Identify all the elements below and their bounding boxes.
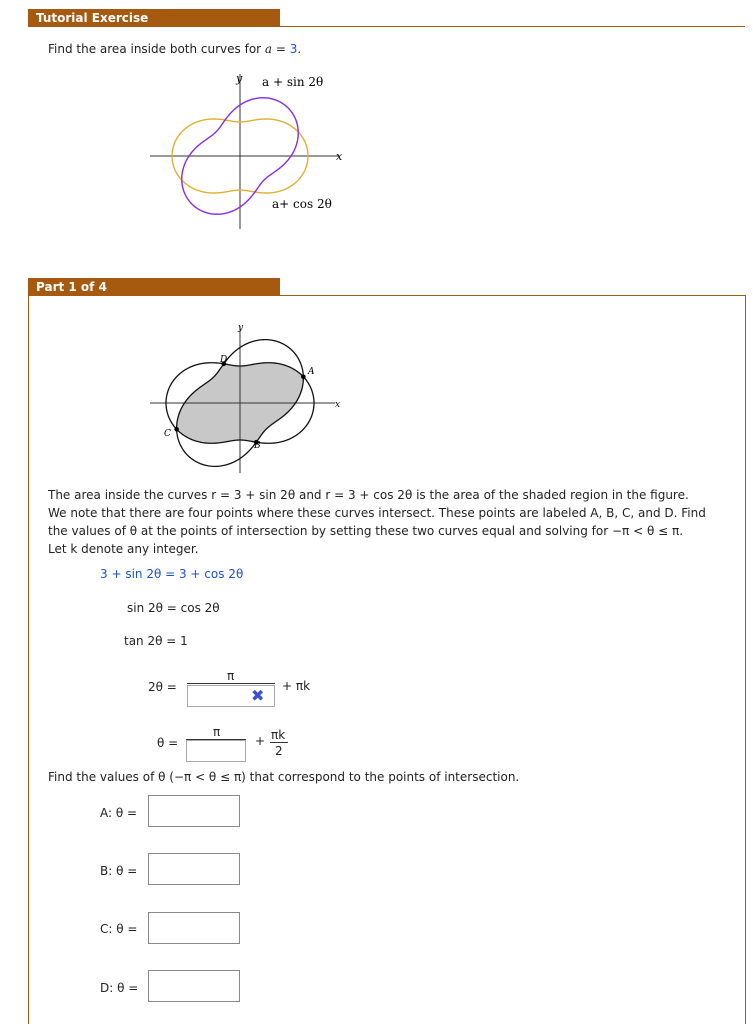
explanation-line-2: We note that there are four points where these curves intersect. These points are labeled A, B, C, and D. Find xyxy=(48,506,706,520)
intro-prompt xyxy=(48,42,301,56)
answer-A-input[interactable] xyxy=(148,795,240,827)
fig1-y-label: y xyxy=(236,72,243,85)
intro-value: 3 xyxy=(289,42,298,56)
intersection-point-A xyxy=(301,374,306,379)
fig1-cos-label: a+ cos 2θ xyxy=(272,197,332,211)
fig2-label-D: D xyxy=(220,355,228,365)
step-eq-5-small-bar xyxy=(270,742,288,743)
explanation-line-3: the values of θ at the points of intersection by setting these two curves equal and solving for −π < θ ≤ π. xyxy=(48,524,684,538)
step-eq-5-frac-den: 2 xyxy=(275,744,283,758)
answer-D-label: D: θ = xyxy=(100,981,139,995)
figure-1-curves xyxy=(140,64,360,234)
step-eq-1: 3 + sin 2θ = 3 + cos 2θ xyxy=(100,567,244,581)
answer-A-label: A: θ = xyxy=(100,806,138,820)
step-eq-5-lhs: θ = xyxy=(157,736,179,750)
fig2-x-label: x xyxy=(335,400,341,410)
intro-var: a xyxy=(264,42,273,56)
header-rule xyxy=(280,26,745,27)
intro-eq: = xyxy=(272,42,290,56)
answer-C-input[interactable] xyxy=(148,912,240,944)
step-eq-4-numerator: π xyxy=(227,669,235,683)
step-eq-4-fraction-bar xyxy=(187,683,275,684)
step-eq-5-plus: + xyxy=(255,734,266,748)
step-eq-5-numerator: π xyxy=(213,725,221,739)
answer-B-input[interactable] xyxy=(148,853,240,885)
step-eq-4-plus: + πk xyxy=(282,679,311,693)
part-header: Part 1 of 4 xyxy=(28,278,280,296)
fig2-label-C: C xyxy=(164,429,171,439)
answer-D-input[interactable] xyxy=(148,970,240,1002)
step-eq-2: sin 2θ = cos 2θ xyxy=(127,601,220,615)
intro-end: . xyxy=(297,42,302,56)
intro-prompt-text: Find the area inside both curves for xyxy=(48,42,262,56)
fig2-label-B: B xyxy=(254,441,261,451)
figure-2-shaded xyxy=(140,318,350,478)
step-eq-5-frac-num: πk xyxy=(271,728,286,742)
step-eq-4-lhs: 2θ = xyxy=(148,680,177,694)
fig1-x-label: x xyxy=(336,150,343,163)
fig2-y-label: y xyxy=(238,323,244,333)
explanation-line-4: Let k denote any integer. xyxy=(48,542,199,556)
question-text: Find the values of θ (−π < θ ≤ π) that correspond to the points of intersection. xyxy=(48,770,520,784)
fig1-sin-label: a + sin 2θ xyxy=(262,75,324,89)
tutorial-exercise-header: Tutorial Exercise xyxy=(28,9,280,27)
incorrect-x-icon: ✖ xyxy=(251,686,265,705)
answer-B-label: B: θ = xyxy=(100,864,138,878)
part-content-box xyxy=(28,295,746,1024)
eq5-denominator-input[interactable] xyxy=(186,740,246,762)
fig2-label-A: A xyxy=(308,367,315,377)
step-eq-3: tan 2θ = 1 xyxy=(124,634,188,648)
intersection-point-C xyxy=(174,427,179,432)
answer-C-label: C: θ = xyxy=(100,922,138,936)
explanation-line-1: The area inside the curves r = 3 + sin 2θ and r = 3 + cos 2θ is the area of the shaded region in the figure. xyxy=(48,488,689,502)
